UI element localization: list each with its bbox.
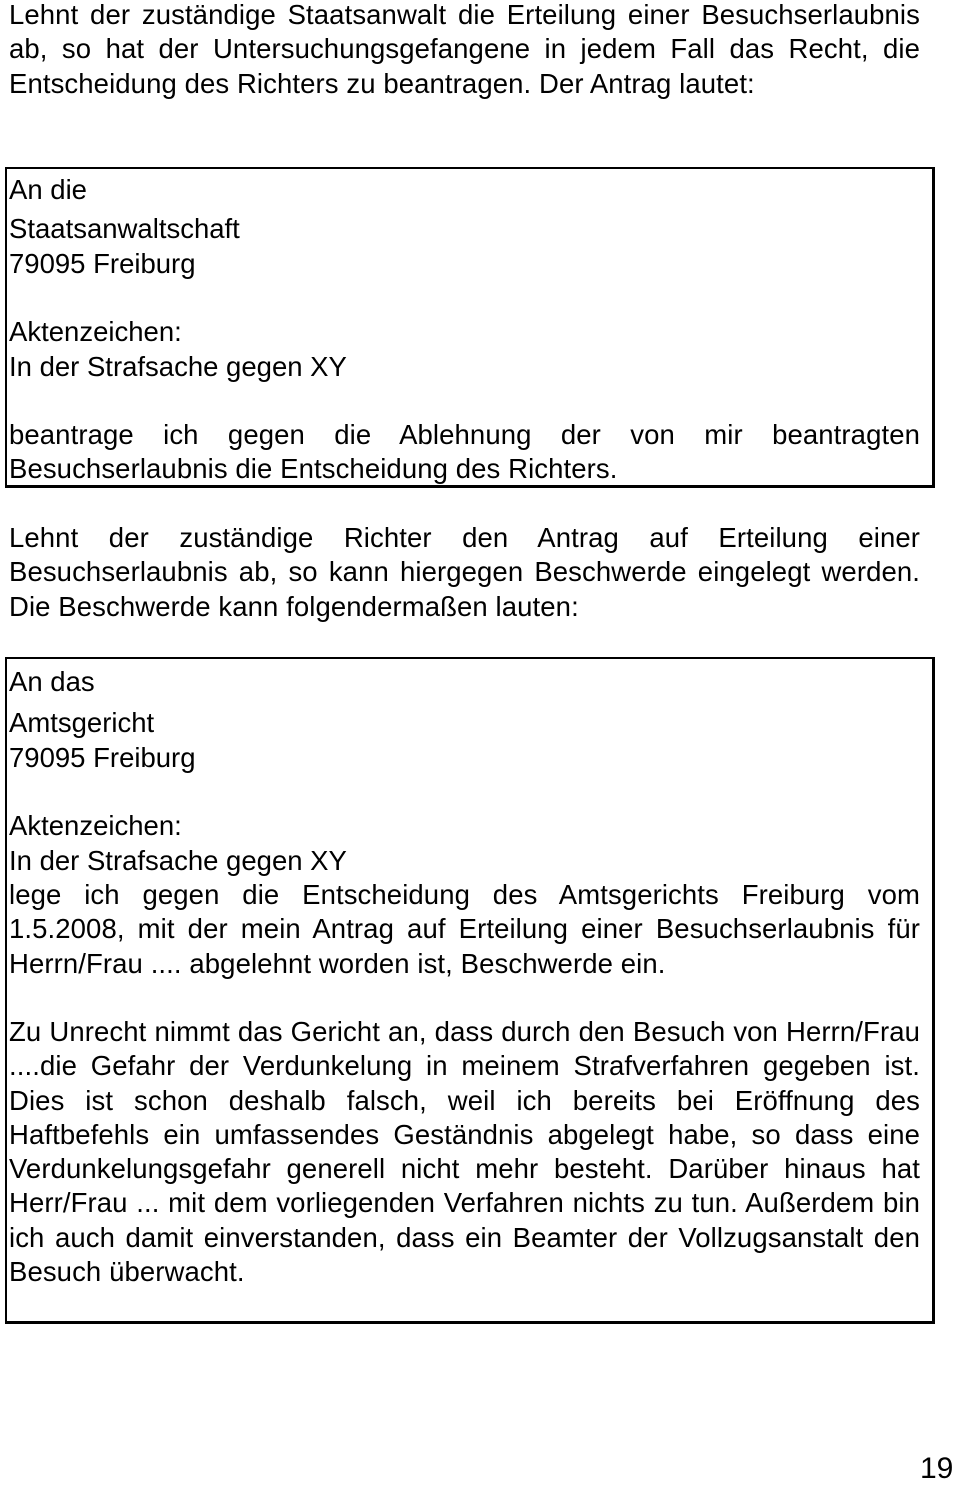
page-number: 19 (920, 1452, 954, 1485)
letter2-body-paragraph1: lege ich gegen die Entscheidung des Amtsgerichts Freiburg vom 1.5.2008, mit der mein Antrag auf Erteilung einer Besuchserlaubnis für Herrn/Frau .... abgelehnt worden ist, Beschwerde ein. (9, 879, 920, 979)
letter1-recipient-line2: Staatsanwaltschaft (9, 213, 240, 244)
letter1-file-ref-label: Aktenzeichen: (9, 316, 182, 347)
letter2-file-ref-label: Aktenzeichen: (9, 810, 182, 841)
letter2-recipient-line1: An das (9, 666, 95, 697)
middle-paragraph: Lehnt der zuständige Richter den Antrag auf Erteilung einer Besuchserlaubnis ab, so kann hiergegen Beschwerde eingelegt werden. Die Beschwerde kann folgendermaßen lauten: (9, 522, 920, 622)
letter1-case-line: In der Strafsache gegen XY (9, 351, 347, 382)
letter2-body-paragraph2: Zu Unrecht nimmt das Gericht an, dass durch den Besuch von Herrn/Frau ....die Gefahr der Verdunkelung in meinem Strafverfahren gegeben ist. Dies ist schon deshalb falsch, weil ich bereits bei Eröffnung des Haftbefehls ein umfassendes Geständnis abgelegt habe, so dass eine Verdunkelungsgefahr generell nicht mehr besteht. Darüber hinaus hat Herr/Frau ... mit dem vorliegenden Verfahren nichts zu tun. Außerdem bin ich auch damit einverstanden, dass ein Beamter der Vollzugsanstalt den Besuch überwacht. (9, 1016, 920, 1288)
letter2-recipient-line3: 79095 Freiburg (9, 742, 196, 773)
letter1-body: beantrage ich gegen die Ablehnung der von mir beantragten Besuchserlaubnis die Entscheidung des Richters. (9, 419, 920, 485)
letter2-case-line: In der Strafsache gegen XY (9, 845, 347, 876)
letter1-recipient-line1: An die (9, 174, 87, 205)
letter1-recipient-line3: 79095 Freiburg (9, 248, 196, 279)
intro-paragraph: Lehnt der zuständige Staatsanwalt die Erteilung einer Besuchserlaubnis ab, so hat der Untersuchungsgefangene in jedem Fall das Recht, die Entscheidung des Richters zu beantragen. Der Antrag lautet: (9, 0, 920, 99)
letter2-recipient-line2: Amtsgericht (9, 707, 155, 738)
